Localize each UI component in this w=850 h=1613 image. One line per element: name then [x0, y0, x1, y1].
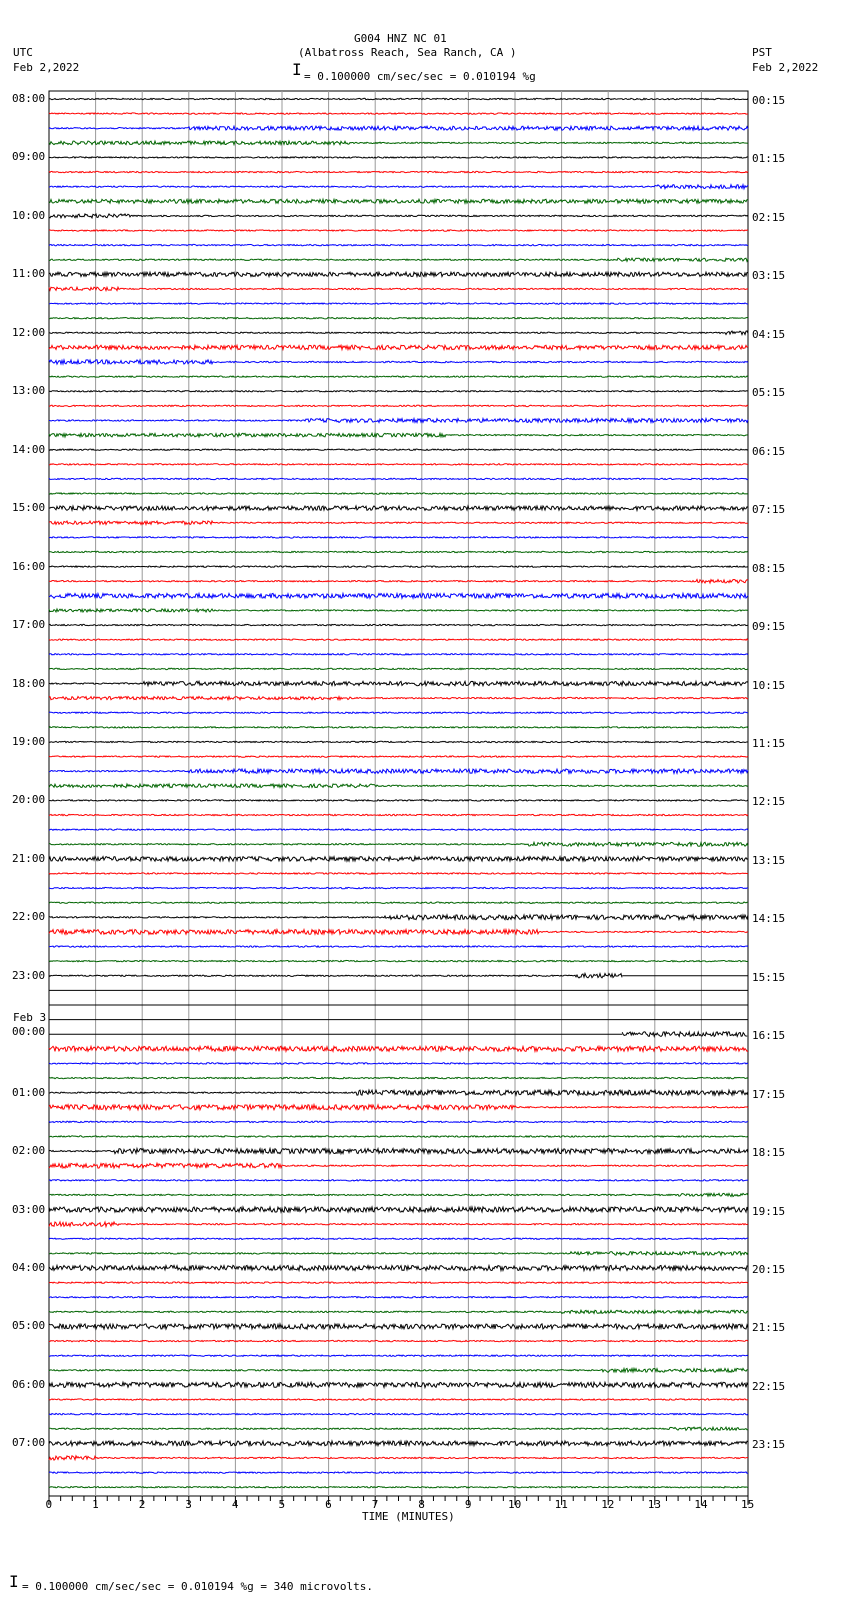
- x-tick-label: 6: [325, 1498, 332, 1511]
- seismic-trace: [49, 1222, 748, 1227]
- seismic-trace: [49, 318, 748, 319]
- pst-hour-label: 03:15: [752, 269, 786, 283]
- seismic-trace: [49, 1382, 748, 1387]
- utc-hour-label: 03:00: [12, 1202, 46, 1216]
- seismic-trace: [49, 506, 748, 510]
- seismic-trace: [49, 141, 748, 145]
- pst-hour-label: 04:15: [752, 327, 786, 341]
- seismic-trace: [49, 171, 748, 172]
- seismic-trace: [49, 1487, 748, 1488]
- seismic-trace: [49, 345, 748, 349]
- x-tick-label: 5: [278, 1498, 286, 1511]
- plot-frame: [49, 91, 748, 1496]
- seismic-trace: [49, 814, 748, 815]
- utc-hour-label: 06:00: [12, 1377, 46, 1391]
- seismic-trace: [49, 199, 748, 203]
- x-tick-label: 12: [601, 1498, 615, 1511]
- seismic-trace: [49, 842, 748, 846]
- seismic-trace: [49, 902, 748, 903]
- seismic-trace: [49, 1427, 748, 1430]
- pst-hour-label: 12:15: [752, 795, 786, 809]
- utc-hour-label: 16:00: [12, 559, 46, 573]
- pst-hour-label: 06:15: [752, 444, 786, 458]
- scale-bar-icon: I: [292, 60, 302, 79]
- seismic-trace: [49, 1105, 748, 1110]
- seismic-trace: [49, 1046, 748, 1051]
- utc-hour-label: 14:00: [12, 442, 46, 456]
- utc-hour-label: 19:00: [12, 734, 46, 748]
- seismic-trace: [49, 800, 748, 801]
- seismic-trace: [49, 376, 748, 377]
- x-tick-label: 9: [464, 1498, 472, 1511]
- seismic-trace: [622, 1032, 747, 1037]
- pst-hour-label: 08:15: [752, 561, 786, 575]
- x-tick-label: 13: [647, 1498, 662, 1511]
- footer-scale-note: = 0.100000 cm/sec/sec = 0.010194 %g = 340 microvolts.: [22, 1580, 373, 1593]
- utc-hour-label: 12:00: [12, 325, 46, 339]
- seismic-trace: [49, 681, 748, 685]
- utc-hour-label: 00:00: [12, 1025, 46, 1038]
- x-tick-label: 3: [185, 1498, 192, 1511]
- seismic-trace: [49, 1163, 748, 1168]
- seismic-trace: [49, 1077, 748, 1078]
- seismic-trace: [49, 405, 748, 406]
- seismic-trace: [49, 973, 622, 978]
- seismic-trace: [49, 157, 748, 158]
- seismic-trace: [49, 1193, 748, 1196]
- station-location: (Albatross Reach, Sea Ranch, CA ): [298, 46, 517, 59]
- pst-hour-label: 02:15: [752, 210, 786, 224]
- x-tick-label: 11: [554, 1498, 568, 1511]
- utc-hour-label: 02:00: [12, 1144, 46, 1158]
- footer-scale-bar-icon: I: [9, 1572, 19, 1591]
- seismic-trace: [49, 303, 748, 304]
- seismic-trace: [49, 449, 748, 450]
- seismic-trace: [49, 1355, 748, 1356]
- pst-hour-label: 16:15: [752, 1029, 786, 1043]
- seismic-trace: [49, 915, 748, 920]
- utc-hour-label: 10:00: [12, 208, 46, 222]
- utc-hour-label: 01:00: [12, 1085, 46, 1099]
- utc-hour-label: 23:00: [12, 968, 46, 982]
- seismic-trace: [49, 1090, 748, 1095]
- x-tick-label: 15: [741, 1498, 755, 1511]
- seismic-trace: [49, 566, 748, 567]
- pst-hour-label: 05:15: [752, 386, 786, 400]
- seismic-trace: [49, 1297, 748, 1298]
- utc-hour-label: 20:00: [12, 793, 46, 807]
- pst-hour-label: 07:15: [752, 503, 786, 517]
- seismic-trace: [49, 1238, 748, 1239]
- seismic-trace: [49, 1340, 748, 1341]
- seismic-trace: [49, 1456, 748, 1460]
- seismic-trace: [49, 857, 748, 862]
- scale-label: = 0.100000 cm/sec/sec = 0.010194 %g: [304, 70, 536, 83]
- seismic-trace: [49, 391, 748, 392]
- utc-hour-label: 18:00: [12, 676, 46, 690]
- seismic-trace: [49, 1121, 748, 1122]
- seismic-trace: [49, 537, 748, 538]
- x-tick-label: 1: [92, 1498, 99, 1511]
- seismic-trace: [49, 126, 748, 130]
- seismic-trace: [49, 1136, 748, 1137]
- seismic-trace: [49, 887, 748, 888]
- utc-hour-label: 22:00: [12, 910, 46, 924]
- seismic-trace: [49, 654, 748, 655]
- pst-hour-label: 17:15: [752, 1087, 786, 1101]
- seismic-trace: [49, 464, 748, 465]
- seismic-trace: [49, 609, 748, 612]
- pst-hour-label: 18:15: [752, 1146, 786, 1160]
- seismic-trace: [49, 113, 748, 114]
- seismic-trace: [49, 1207, 748, 1212]
- seismic-trace: [49, 98, 748, 99]
- seismic-trace: [49, 433, 748, 437]
- seismic-trace: [49, 521, 748, 525]
- pst-hour-label: 14:15: [752, 912, 786, 926]
- x-tick-label: 7: [371, 1498, 379, 1511]
- seismic-trace: [49, 727, 748, 728]
- seismic-trace: [49, 624, 748, 625]
- seismic-trace: [49, 639, 748, 640]
- utc-hour-label: 11:00: [12, 267, 46, 281]
- seismic-trace: [49, 697, 748, 700]
- seismic-trace: [49, 551, 748, 552]
- seismic-trace: [49, 244, 748, 245]
- seismic-trace: [49, 287, 748, 291]
- seismic-trace: [49, 230, 748, 231]
- pst-hour-label: 10:15: [752, 678, 786, 692]
- seismic-trace: [49, 784, 748, 788]
- seismic-trace: [49, 769, 748, 773]
- seismic-trace: [49, 1324, 748, 1329]
- left-date: Feb 2,2022: [13, 61, 80, 74]
- seismic-trace: [49, 960, 748, 961]
- seismic-trace: [49, 712, 748, 713]
- pst-hour-label: 13:15: [752, 853, 786, 867]
- utc-hour-label: 13:00: [12, 384, 46, 398]
- seismic-trace: [49, 1252, 748, 1256]
- seismic-trace: [49, 1441, 748, 1446]
- utc-hour-label: 21:00: [12, 851, 46, 865]
- seismic-trace: [49, 873, 748, 874]
- seismic-trace: [49, 478, 748, 479]
- pst-hour-label: 09:15: [752, 620, 786, 634]
- pst-hour-label: 22:15: [752, 1379, 786, 1393]
- utc-hour-label: 05:00: [12, 1319, 46, 1333]
- pst-hour-label: 23:15: [752, 1438, 786, 1452]
- utc-hour-label: 09:00: [12, 150, 46, 164]
- seismic-trace: [49, 1149, 748, 1154]
- pst-hour-label: 19:15: [752, 1204, 786, 1218]
- station-title: G004 HNZ NC 01: [354, 32, 447, 45]
- seismic-trace: [49, 668, 748, 669]
- x-tick-label: 8: [418, 1498, 425, 1511]
- seismic-trace: [49, 1472, 748, 1473]
- seismic-trace: [49, 1282, 748, 1283]
- pst-hour-label: 20:15: [752, 1263, 786, 1276]
- pst-hour-label: 01:15: [752, 152, 786, 166]
- seismic-trace: [49, 493, 748, 494]
- x-tick-label: 4: [231, 1498, 239, 1511]
- right-date: Feb 2,2022: [752, 61, 819, 74]
- seismic-trace: [49, 593, 748, 598]
- pst-hour-label: 15:15: [752, 970, 786, 984]
- seismic-trace: [49, 1063, 748, 1064]
- seismic-trace: [49, 930, 748, 935]
- seismic-trace: [49, 331, 748, 335]
- day-change-label: Feb 3: [13, 1011, 47, 1024]
- pst-hour-label: 21:15: [752, 1321, 786, 1335]
- left-timezone: UTC: [13, 46, 33, 59]
- seismic-trace: [49, 580, 748, 584]
- utc-hour-label: 04:00: [12, 1261, 46, 1274]
- seismic-trace: [49, 419, 748, 423]
- utc-hour-label: 08:00: [12, 92, 46, 105]
- right-timezone: PST: [752, 46, 772, 59]
- seismic-trace: [49, 1399, 748, 1400]
- pst-hour-label: 11:15: [752, 736, 786, 750]
- seismic-trace: [49, 1413, 748, 1414]
- x-tick-label: 2: [138, 1498, 146, 1511]
- utc-hour-label: 07:00: [12, 1436, 46, 1450]
- seismic-trace: [49, 1180, 748, 1181]
- x-tick-label: 10: [508, 1498, 522, 1511]
- seismic-trace: [49, 1265, 748, 1270]
- x-tick-label: 0: [45, 1498, 53, 1511]
- seismic-trace: [49, 946, 748, 947]
- x-tick-label: 14: [694, 1498, 708, 1511]
- seismic-trace: [49, 214, 748, 218]
- pst-hour-label: 00:15: [752, 94, 786, 107]
- seismic-trace: [49, 756, 748, 757]
- seismic-trace: [49, 1310, 748, 1313]
- seismic-trace: [49, 1368, 748, 1372]
- seismic-trace: [49, 829, 748, 830]
- seismic-trace: [49, 258, 748, 261]
- seismic-trace: [49, 185, 748, 189]
- seismic-trace: [49, 741, 748, 742]
- seismic-trace: [49, 272, 748, 276]
- x-axis-title: TIME (MINUTES): [362, 1510, 455, 1523]
- utc-hour-label: 15:00: [12, 501, 46, 515]
- utc-hour-label: 17:00: [12, 618, 46, 632]
- seismic-trace: [49, 360, 748, 364]
